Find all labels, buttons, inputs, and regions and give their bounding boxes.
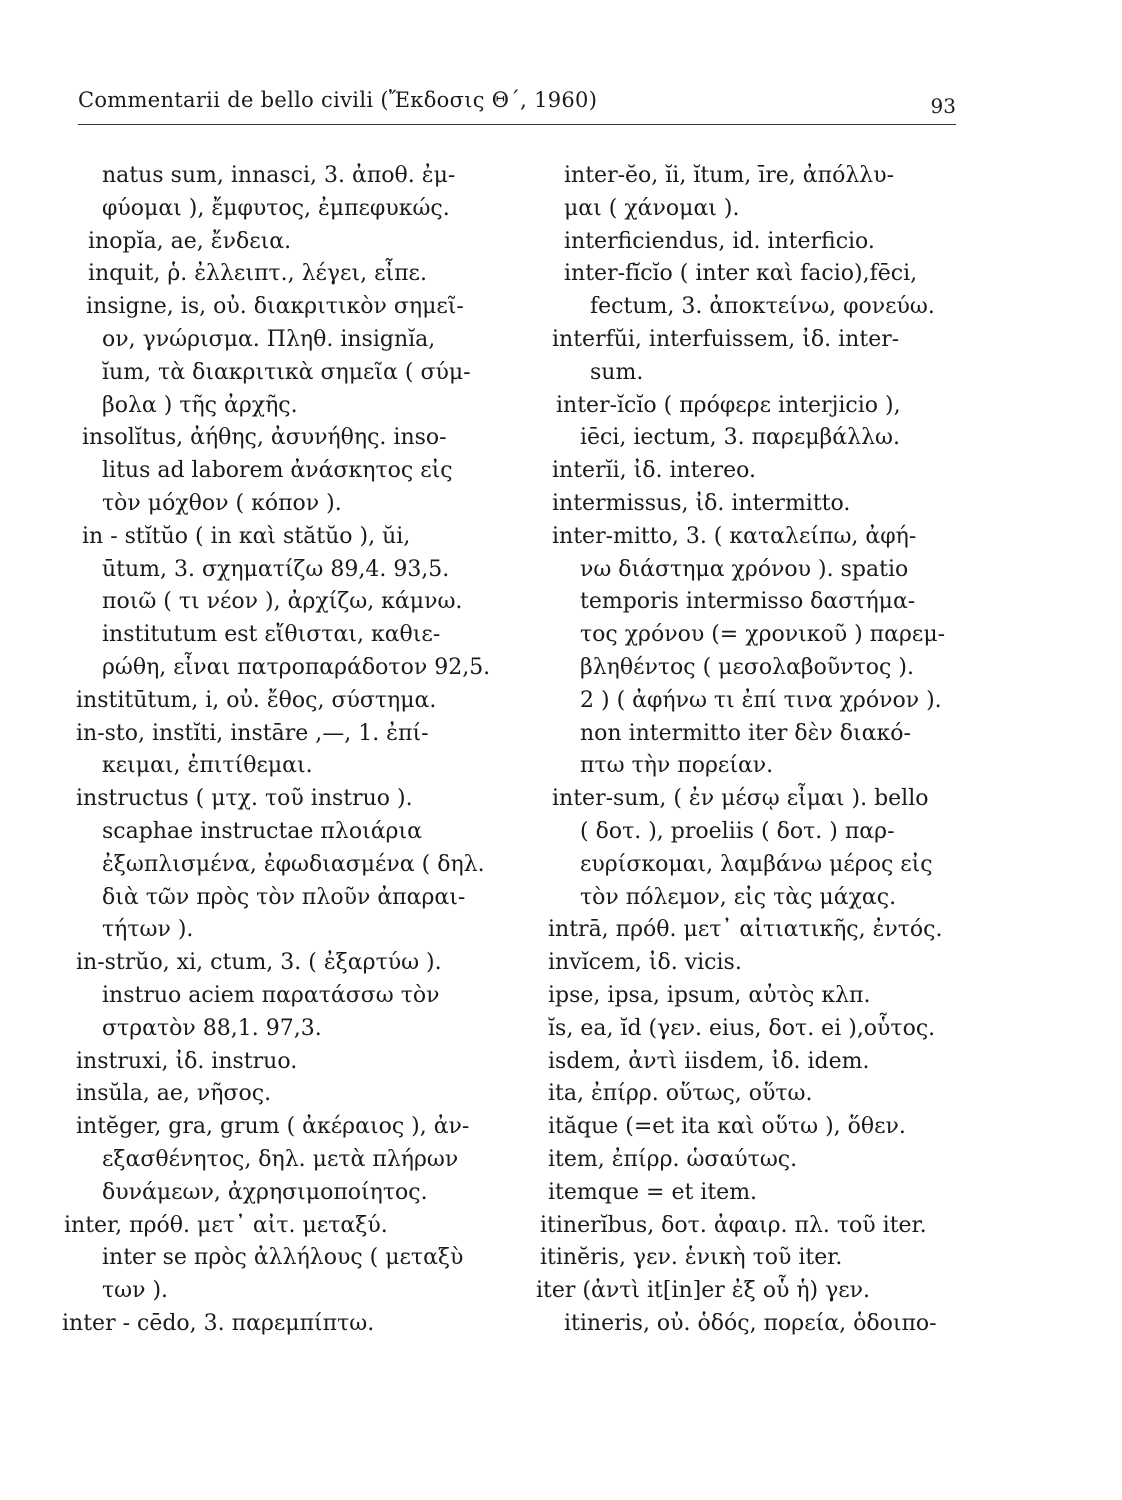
dictionary-line: isdem, ἀντὶ iisdem, ἰδ. idem.	[548, 1048, 870, 1074]
dictionary-line: sum.	[590, 359, 644, 385]
dictionary-line: των ).	[102, 1278, 169, 1304]
dictionary-line: in-sto, instĭti, instāre ,—, 1. ἐπί-	[76, 720, 429, 746]
dictionary-line: τὸν πόλεμον, εἰς τὰς μάχας.	[580, 884, 897, 910]
dictionary-line: φύομαι ), ἔμφυτος, ἐμπεφυκώς.	[102, 195, 450, 221]
dictionary-line: τήτων ).	[102, 917, 194, 943]
dictionary-line: itemque = et item.	[548, 1179, 758, 1205]
dictionary-line: ον, γνώρισμα. Πληθ. insignĭa,	[102, 326, 436, 352]
dictionary-line: inquit, ῥ. ἐλλειπτ., λέγει, εἶπε.	[88, 261, 427, 287]
dictionary-line: item, ἐπίρρ. ὡσαύτως.	[548, 1146, 798, 1172]
dictionary-line: fectum, 3. ἀποκτείνω, φονεύω.	[590, 294, 935, 320]
dictionary-line: δυνάμεων, ἀχρησιμοποίητος.	[102, 1179, 428, 1205]
dictionary-line: ūtum, 3. σχηματίζω 89,4. 93,5.	[102, 556, 450, 582]
dictionary-line: ἐξωπλισμένα, ἐφωδιασμένα ( δηλ.	[102, 851, 485, 877]
dictionary-line: ipse, ipsa, ipsum, αὐτὸς κλπ.	[548, 982, 871, 1008]
dictionary-line: inter se πρὸς ἀλλήλους ( μεταξὺ	[102, 1245, 464, 1271]
dictionary-line: inter-mitto, 3. ( καταλείπω, ἀφή-	[552, 523, 917, 549]
dictionary-line: διὰ τῶν πρὸς τὸν πλοῦν ἀπαραι-	[102, 884, 466, 910]
dictionary-line: in - stĭtŭo ( in καὶ stătŭo ), ŭi,	[82, 523, 411, 549]
dictionary-line: insolĭtus, ἀήθης, ἀσυνήθης. inso-	[82, 425, 447, 451]
dictionary-line: interficiendus, id. interficio.	[564, 228, 875, 254]
dictionary-line: temporis intermisso δαστήμα-	[580, 589, 916, 615]
dictionary-line: instructus ( μτχ. τοῦ instruo ).	[76, 786, 413, 812]
dictionary-line: inter-sum, ( ἐν μέσῳ εἶμαι ). bello	[552, 786, 929, 812]
right-column	[520, 160, 960, 1341]
left-column	[62, 160, 522, 1341]
dictionary-line: εξασθένητος, δηλ. μετὰ πλήρων	[102, 1146, 459, 1172]
dictionary-line: litus ad laborem ἀνάσκητος εἰς	[102, 458, 453, 484]
dictionary-line: insŭla, ae, νῆσος.	[76, 1081, 272, 1107]
dictionary-line: intĕger, gra, grum ( ἀκέραιος ), ἀν-	[76, 1114, 470, 1140]
dictionary-line: itinĕris, γεν. ἑνικὴ τοῦ iter.	[540, 1245, 843, 1271]
page-number: 93	[930, 94, 956, 118]
dictionary-line: βολα ) τῆς ἀρχῆς.	[102, 392, 298, 418]
dictionary-line: iter (ἀντὶ it[in]er ἐξ οὗ ἡ) γεν.	[536, 1278, 870, 1304]
dictionary-line: τὸν μόχθον ( κόπον ).	[102, 490, 342, 516]
dictionary-line: 2 ) ( ἀφήνω τι ἐπί τινα χρόνον ).	[580, 687, 942, 713]
dictionary-line: insigne, is, οὐ. διακριτικὸν σημεῖ-	[86, 294, 464, 320]
dictionary-line: interfŭi, interfuissem, ἰδ. inter-	[552, 326, 900, 352]
dictionary-line: non intermitto iter δὲν διακό-	[580, 720, 911, 746]
dictionary-line: iēci, iectum, 3. παρεμβάλλω.	[580, 425, 900, 451]
dictionary-line: inter - cēdo, 3. παρεμπίπτω.	[62, 1310, 375, 1336]
dictionary-line: inopĭa, ae, ἔνδεια.	[88, 228, 292, 254]
dictionary-line: νω διάστημα χρόνου ). spatio	[580, 556, 909, 582]
dictionary-line: στρατὸν 88,1. 97,3.	[102, 1015, 322, 1041]
dictionary-line: βληθέντος ( μεσολαβοῦντος ).	[580, 654, 914, 680]
dictionary-line: instruxi, ἰδ. instruo.	[76, 1048, 298, 1074]
dictionary-line: institutum est εἴθισται, καθιε-	[102, 622, 441, 648]
dictionary-line: ităque (=et ita καὶ οὕτω ), ὅθεν.	[548, 1114, 906, 1140]
dictionary-line: ita, ἐπίρρ. οὕτως, οὕτω.	[548, 1081, 813, 1107]
dictionary-line: scaphae instructae πλοιάρια	[102, 818, 422, 844]
running-head	[78, 82, 956, 122]
dictionary-line: inter-ĭcĭo ( πρόφερε interjicio ),	[556, 392, 901, 418]
dictionary-line: instruo aciem παρατάσσω τὸν	[102, 982, 440, 1008]
dictionary-line: ĭum, τὰ διακριτικὰ σημεῖα ( σύμ-	[102, 359, 471, 385]
dictionary-line: intermissus, ἰδ. intermitto.	[552, 490, 851, 516]
dictionary-line: ευρίσκομαι, λαμβάνω μέρος εἰς	[580, 851, 933, 877]
dictionary-line: κειμαι, ἐπιτίθεμαι.	[102, 753, 313, 779]
dictionary-line: in-strŭo, xi, ctum, 3. ( ἐξαρτύω ).	[76, 950, 442, 976]
header-rule	[78, 124, 956, 125]
dictionary-line: ρώθη, εἶναι πατροπαράδοτον 92,5.	[102, 654, 491, 680]
dictionary-line: ( δοτ. ), proeliis ( δοτ. ) παρ-	[580, 818, 895, 844]
dictionary-line: ποιῶ ( τι νέον ), ἀρχίζω, κάμνω.	[102, 589, 463, 615]
dictionary-line: πτω τὴν πορείαν.	[580, 753, 774, 779]
dictionary-line: interĭi, ἰδ. intereo.	[552, 458, 756, 484]
dictionary-line: ĭs, ea, ĭd (γεν. eius, δοτ. ei ),οὗτος.	[548, 1015, 936, 1041]
dictionary-line: inter-ĕo, ĭi, ĭtum, īre, ἀπόλλυ-	[564, 163, 895, 188]
dictionary-line: μαι ( χάνομαι ).	[564, 195, 740, 221]
dictionary-line: itinerĭbus, δοτ. ἀφαιρ. πλ. τοῦ iter.	[540, 1212, 927, 1238]
running-head-title: Commentarii de bello civili (Ἔκδοσις Θ΄, 1960)	[78, 88, 598, 112]
dictionary-line: inter, πρόθ. μετ᾽ αἰτ. μεταξύ.	[64, 1212, 388, 1238]
dictionary-line: intrā, πρόθ. μετ᾽ αἰτιατικῆς, ἐντός.	[548, 917, 943, 943]
dictionary-line: invĭcem, ἰδ. vicis.	[548, 950, 742, 976]
dictionary-line: itineris, οὐ. ὁδός, πορεία, ὁδοιπο-	[564, 1310, 937, 1336]
dictionary-line: natus sum, innasci, 3. ἀποθ. ἐμ-	[102, 163, 456, 188]
dictionary-line: institūtum, i, οὐ. ἔθος, σύστημα.	[76, 687, 437, 713]
dictionary-line: inter-fĭcĭo ( inter καὶ facio),fēci,	[564, 261, 918, 287]
dictionary-line: τος χρόνου (= χρονικοῦ ) παρεμ-	[580, 622, 946, 648]
